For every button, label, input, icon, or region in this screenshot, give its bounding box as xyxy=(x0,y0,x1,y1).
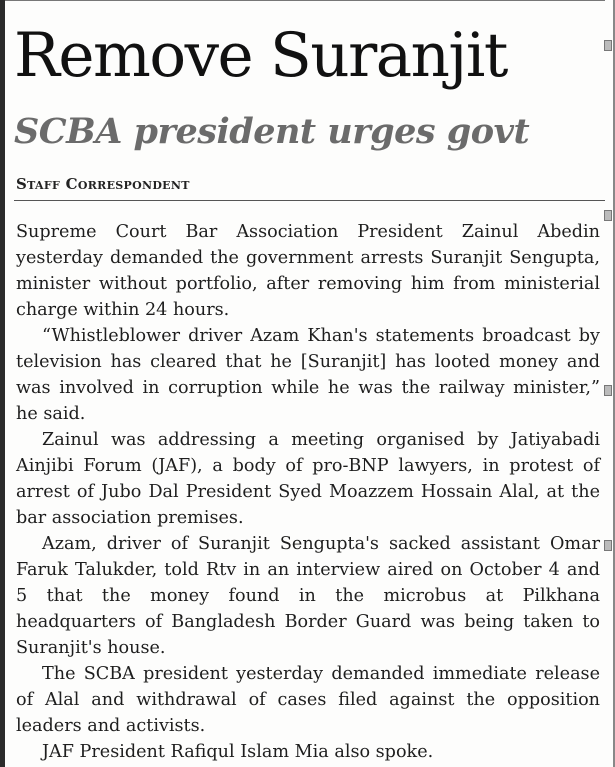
registration-mark xyxy=(604,385,612,396)
paragraph: The SCBA president yesterday demanded immediate release of Alal and withdrawal of cases filed against the opposition leaders and activists. xyxy=(16,664,600,736)
scan-registration-marks xyxy=(604,40,612,560)
scan-edge-left xyxy=(0,0,5,767)
registration-mark xyxy=(604,540,612,551)
paragraph: Zainul was addressing a meeting organised by Jatiyabadi Ainjibi Forum (JAF), a body of pro-BNP lawyers, in protest of arrest of Jubo Dal President Syed Moazzem Hossain Alal, at the bar association premises. xyxy=(16,430,600,528)
scan-edge-top xyxy=(5,0,605,5)
registration-mark xyxy=(604,210,612,221)
paragraph: “Whistleblower driver Azam Khan's statements broadcast by television has cleared that he [Suranjit] has looted money and was involved in corruption while he was the railway minister,” he said. xyxy=(16,326,600,424)
paragraph: Azam, driver of Suranjit Sengupta's sacked assistant Omar Faruk Talukder, told Rtv in an interview aired on October 4 and 5 that the money found in the microbus at Pilkhana headquarters of Bangladesh Border Guard was being taken to Suranjit's house. xyxy=(16,534,600,658)
paragraph: Supreme Court Bar Association President Zainul Abedin yesterday demanded the government arrests Suranjit Sengupta, minister without portfolio, after removing him from ministerial charge within 24 hours. xyxy=(16,222,600,320)
byline: Staff Correspondent xyxy=(16,175,190,193)
subheadline: SCBA president urges govt xyxy=(14,111,530,152)
paragraph: JAF President Rafiqul Islam Mia also spoke. xyxy=(42,742,434,762)
headline: Remove Suranjit xyxy=(14,20,507,91)
registration-mark xyxy=(604,40,612,51)
article-body xyxy=(16,219,600,765)
byline-divider xyxy=(14,200,605,201)
